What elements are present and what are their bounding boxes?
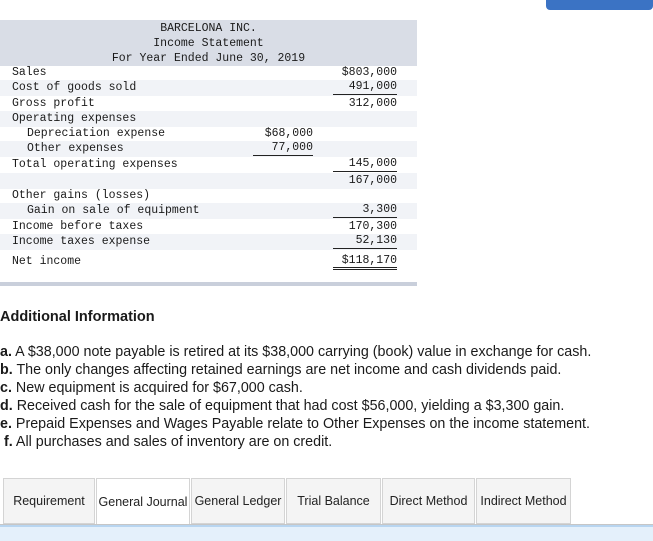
info-item <box>0 397 591 415</box>
row-label: Other expenses <box>27 142 124 155</box>
statement-row <box>0 65 417 81</box>
statement-row <box>0 96 417 112</box>
statement-row <box>0 173 417 189</box>
row-label: Income taxes expense <box>12 235 151 248</box>
row-label: Net income <box>12 255 82 268</box>
info-item <box>0 379 591 397</box>
statement-row <box>0 157 417 173</box>
statement-row <box>0 141 417 157</box>
row-label: Gross profit <box>12 97 95 110</box>
info-letter: a. <box>0 344 12 360</box>
info-text: All purchases and sales of inventory are on credit. <box>15 434 333 450</box>
tab-indirect-method[interactable]: Indirect Method <box>476 478 571 524</box>
row-amount: 3,300 <box>333 203 397 218</box>
statement-row <box>0 80 417 96</box>
company-name: BARCELONA INC. <box>160 22 257 35</box>
tab-bar <box>0 478 653 526</box>
statement-row <box>0 234 417 250</box>
statement-row <box>0 126 417 142</box>
info-text: Prepaid Expenses and Wages Payable relate to Other Expenses on the income statement. <box>15 416 590 432</box>
statement-row <box>0 219 417 235</box>
tab-general-ledger[interactable]: General Ledger <box>191 478 285 524</box>
row-amount: 145,000 <box>333 157 397 172</box>
row-amount: 491,000 <box>333 80 397 95</box>
additional-info-list <box>0 343 591 451</box>
info-item <box>0 343 591 361</box>
row-label: Sales <box>12 66 47 79</box>
info-text: The only changes affecting retained earnings are net income and cash dividends paid. <box>16 362 562 378</box>
row-label: Income before taxes <box>12 220 144 233</box>
info-letter: b. <box>0 362 13 378</box>
tab-trial-balance[interactable]: Trial Balance <box>286 478 381 524</box>
statement-row <box>0 254 417 270</box>
info-text: New equipment is acquired for $67,000 cash. <box>15 380 303 396</box>
info-letter: c. <box>0 380 12 396</box>
tab-general-journal[interactable]: General Journal <box>96 478 190 526</box>
row-amount: $118,170 <box>333 254 397 270</box>
info-text: A $38,000 note payable is retired at its $38,000 carrying (book) value in exchange for cash. <box>15 344 592 360</box>
statement-divider <box>0 282 417 286</box>
info-item <box>0 361 591 379</box>
info-item <box>0 433 591 451</box>
row-subamount: $68,000 <box>264 127 313 140</box>
row-label: Cost of goods sold <box>12 81 137 94</box>
row-subamount: 77,000 <box>253 141 313 156</box>
row-label: Gain on sale of equipment <box>27 204 200 217</box>
info-letter: e. <box>0 416 12 432</box>
tab-panel <box>0 525 653 541</box>
tab-requirement[interactable]: Requirement <box>3 478 95 524</box>
info-letter: d. <box>0 398 13 414</box>
statement-row <box>0 188 417 204</box>
row-amount: $803,000 <box>341 66 397 79</box>
row-amount: 52,130 <box>333 234 397 249</box>
row-label: Operating expenses <box>12 112 137 125</box>
info-letter: f. <box>3 434 13 450</box>
additional-info-title: Additional Information <box>0 309 155 325</box>
statement-title: Income Statement <box>153 37 264 50</box>
row-label: Other gains (losses) <box>12 189 151 202</box>
top-right-button[interactable] <box>546 0 653 10</box>
statement-row <box>0 111 417 127</box>
statement-row <box>0 203 417 219</box>
income-statement <box>0 20 417 286</box>
row-amount: 170,300 <box>348 220 397 233</box>
info-text: Received cash for the sale of equipment that had cost $56,000, yielding a $3,300 gain. <box>16 398 565 414</box>
row-amount: 167,000 <box>348 174 397 187</box>
statement-header <box>0 20 417 66</box>
statement-period: For Year Ended June 30, 2019 <box>111 52 306 65</box>
row-label: Depreciation expense <box>27 127 166 140</box>
tab-direct-method[interactable]: Direct Method <box>382 478 475 524</box>
row-label: Total operating expenses <box>12 158 178 171</box>
info-item <box>0 415 591 433</box>
row-amount: 312,000 <box>348 97 397 110</box>
